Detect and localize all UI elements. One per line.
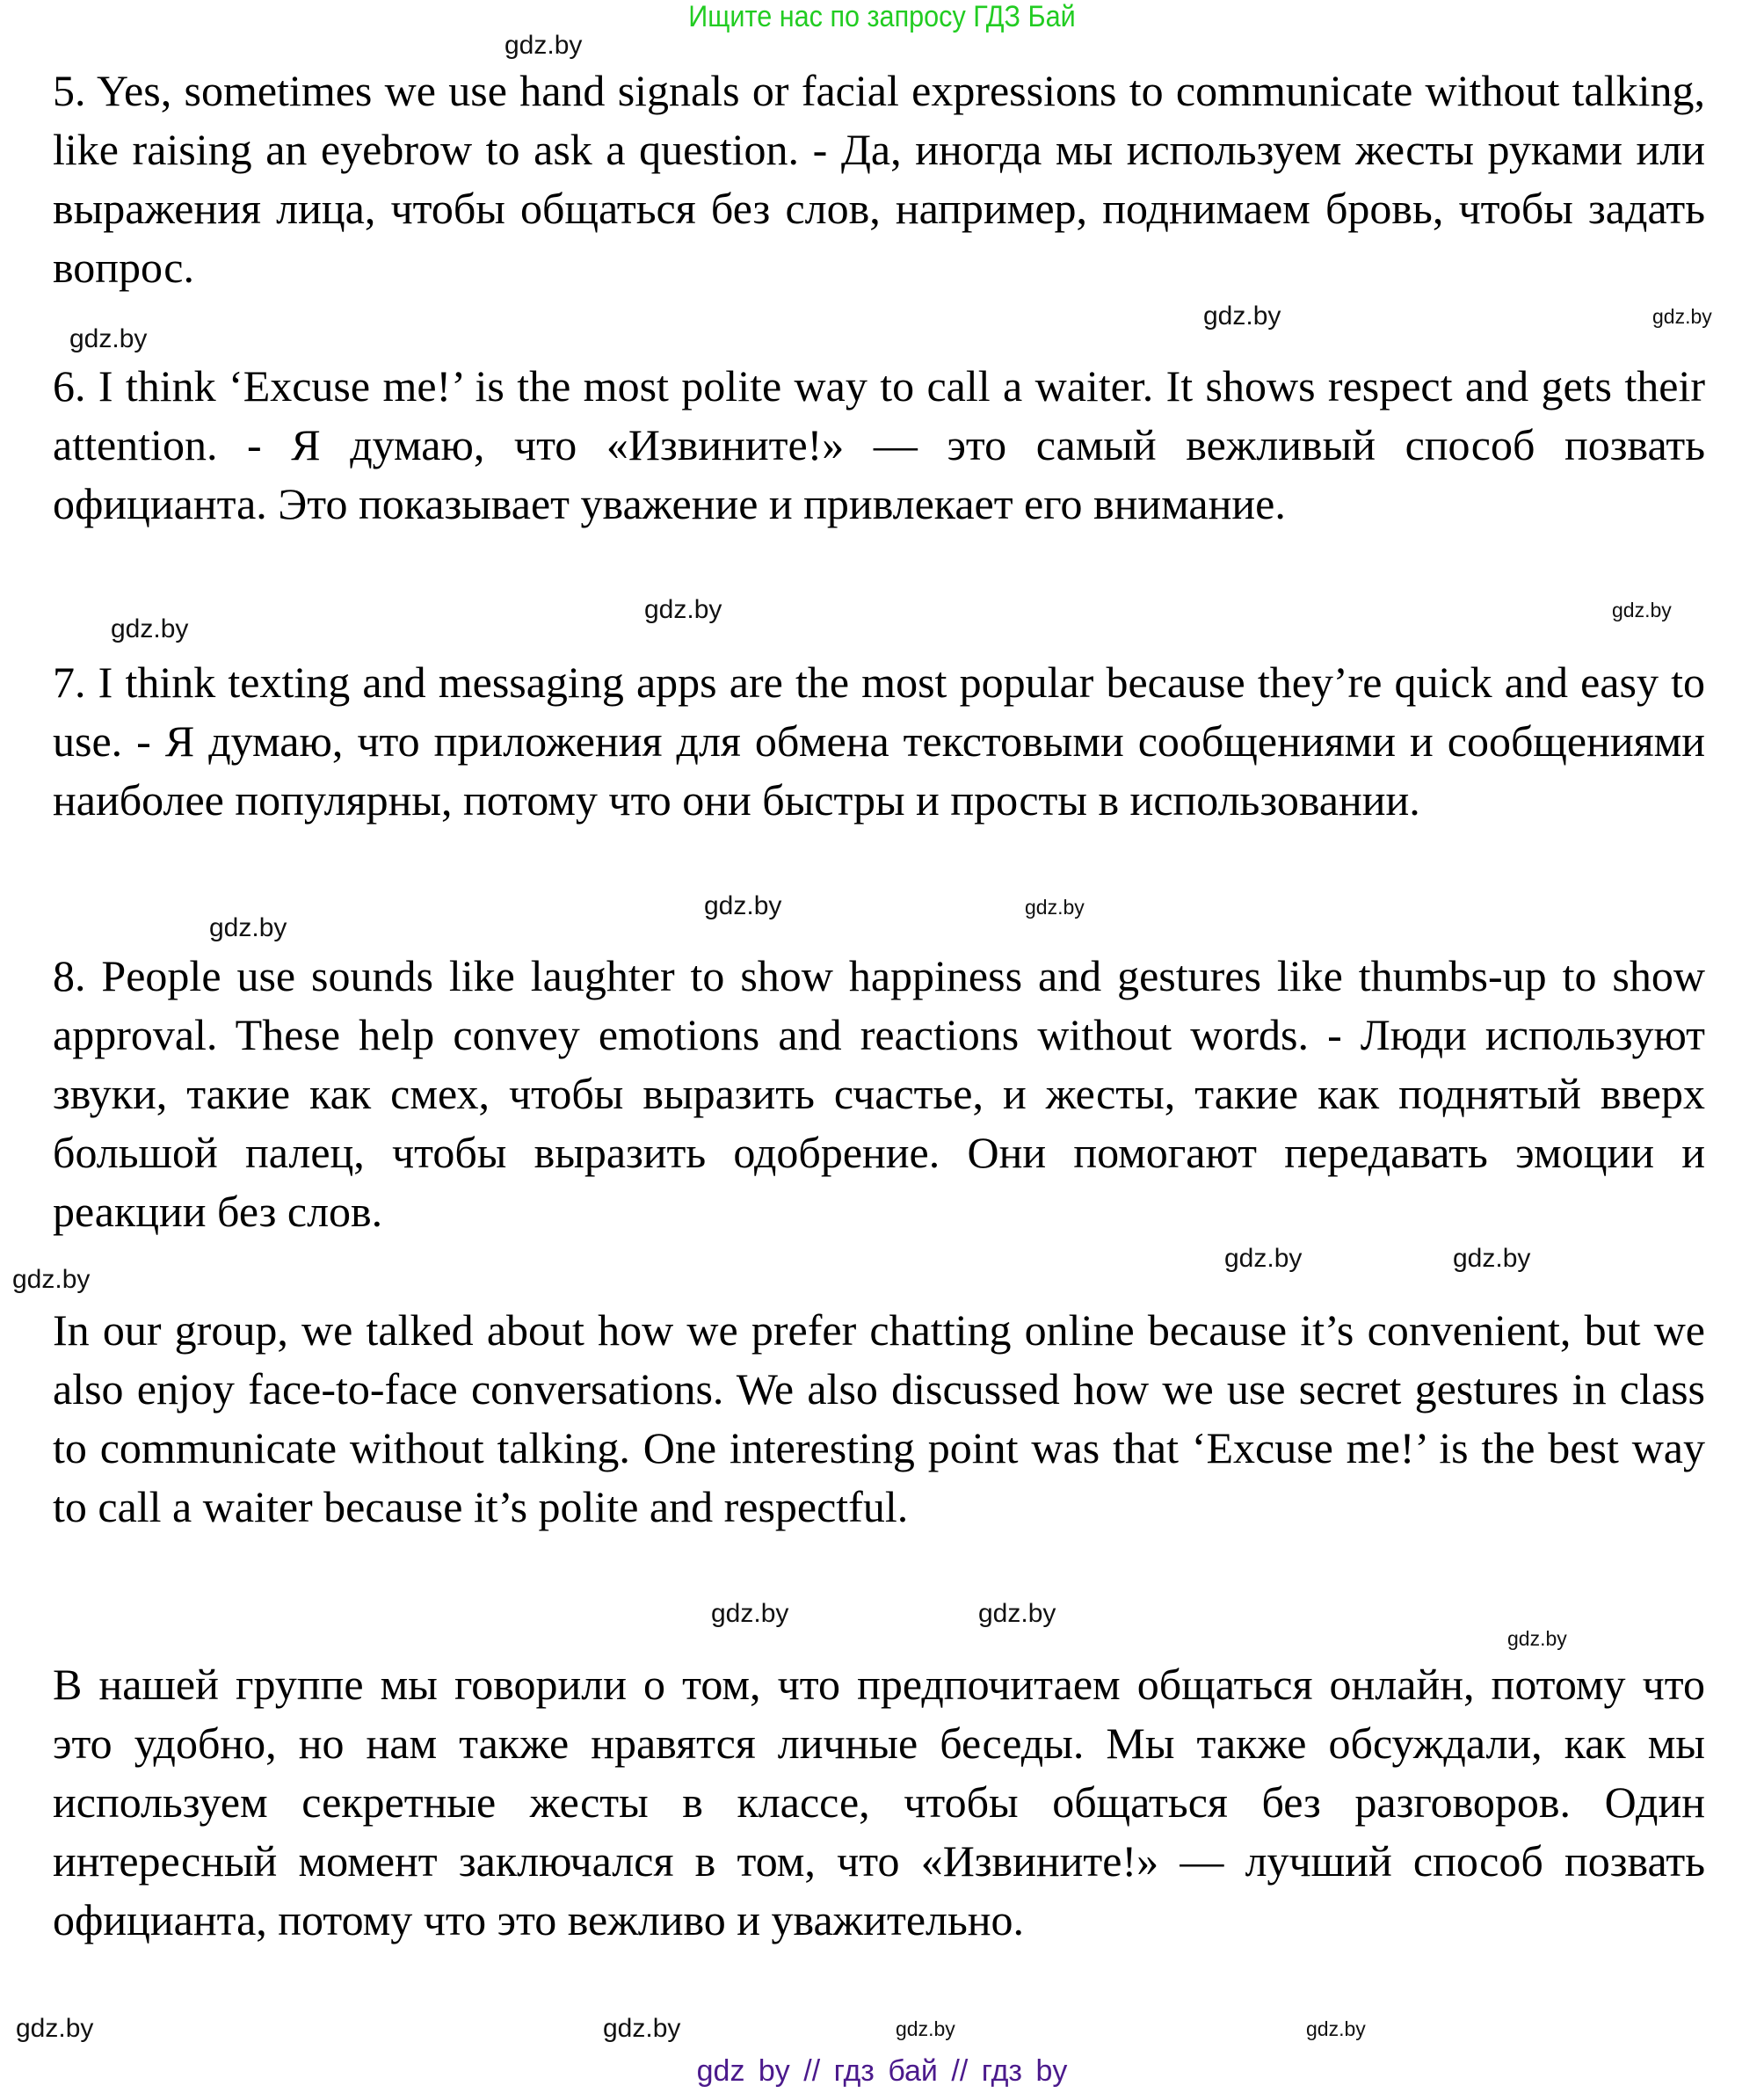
watermark: gdz.by (704, 891, 782, 920)
search-banner: Ищите нас по запросу ГДЗ Бай (688, 0, 1076, 33)
watermark: gdz.by (1652, 305, 1712, 328)
answer-7: 7. I think texting and messaging apps are the most popular because they’re quick and easy to use. - Я думаю, что приложения для обмена текстовыми сообщениями и сообщениями наиболее популярны, потому что они быстры и просты в использовании. (53, 658, 1705, 825)
watermark: gdz.by (1453, 1244, 1531, 1273)
watermark: gdz.by (1306, 2017, 1366, 2040)
watermark: gdz.by (111, 614, 189, 643)
group-summary-ru: В нашей группе мы говорили о том, что предпочитаем общаться онлайн, потому что это удобно, но нам также нравятся личные беседы. Мы также обсуждали, как мы используем секретные жесты в классе, чтобы общаться без разговоров. Один интересный момент заключался в том, что «Извините!» — лучший способ позвать официанта, потому что это вежливо и уважительно. (53, 1660, 1705, 1944)
answer-8: 8. People use sounds like laughter to show happiness and gestures like thumbs-up to show approval. These help convey emotions and reactions without words. - Люди используют звуки, такие как смех, чтобы выразить счастье, и жесты, такие как поднятый вверх большой палец, чтобы выразить одобрение. Они помогают передавать эмоции и реакции без слов. (53, 951, 1705, 1236)
answer-6: 6. I think ‘Excuse me!’ is the most polite way to call a waiter. It shows respect and gets their attention. - Я думаю, что «Извините!» — это самый вежливый способ позвать официанта. Это показывает уважение и привлекает его внимание. (53, 361, 1705, 528)
watermark: gdz.by (1025, 896, 1085, 919)
watermark: gdz.by (1612, 599, 1672, 621)
watermark: gdz.by (1203, 302, 1281, 331)
watermark: gdz.by (711, 1599, 789, 1628)
watermark: gdz.by (1224, 1244, 1303, 1273)
watermark: gdz.by (69, 324, 148, 353)
watermark: gdz.by (12, 1265, 91, 1294)
watermark: gdz.by (505, 31, 583, 60)
watermark: gdz.by (603, 2014, 681, 2043)
watermark: gdz.by (16, 2014, 94, 2043)
watermark: gdz.by (978, 1599, 1056, 1628)
watermark: gdz.by (209, 913, 287, 942)
watermark: gdz.by (1507, 1627, 1567, 1650)
watermark: gdz.by (644, 595, 722, 624)
group-summary-en: In our group, we talked about how we prefer chatting online because it’s convenient, but we also enjoy face-to-face conversations. We also discussed how we use secret gestures in class to communicate without talking. One interesting point was that ‘Excuse me!’ is the best way to call a waiter because it’s polite and respectful. (53, 1305, 1705, 1531)
footer-links: gdz by // гдз бай // гдз by (696, 2054, 1068, 2088)
watermark: gdz.by (896, 2017, 955, 2040)
answer-5: 5. Yes, sometimes we use hand signals or facial expressions to communicate without talking, like raising an eyebrow to ask a question. - Да, иногда мы используем жесты руками или выражения лица, чтобы общаться без слов, например, поднимаем бровь, чтобы задать вопрос. (53, 66, 1705, 292)
